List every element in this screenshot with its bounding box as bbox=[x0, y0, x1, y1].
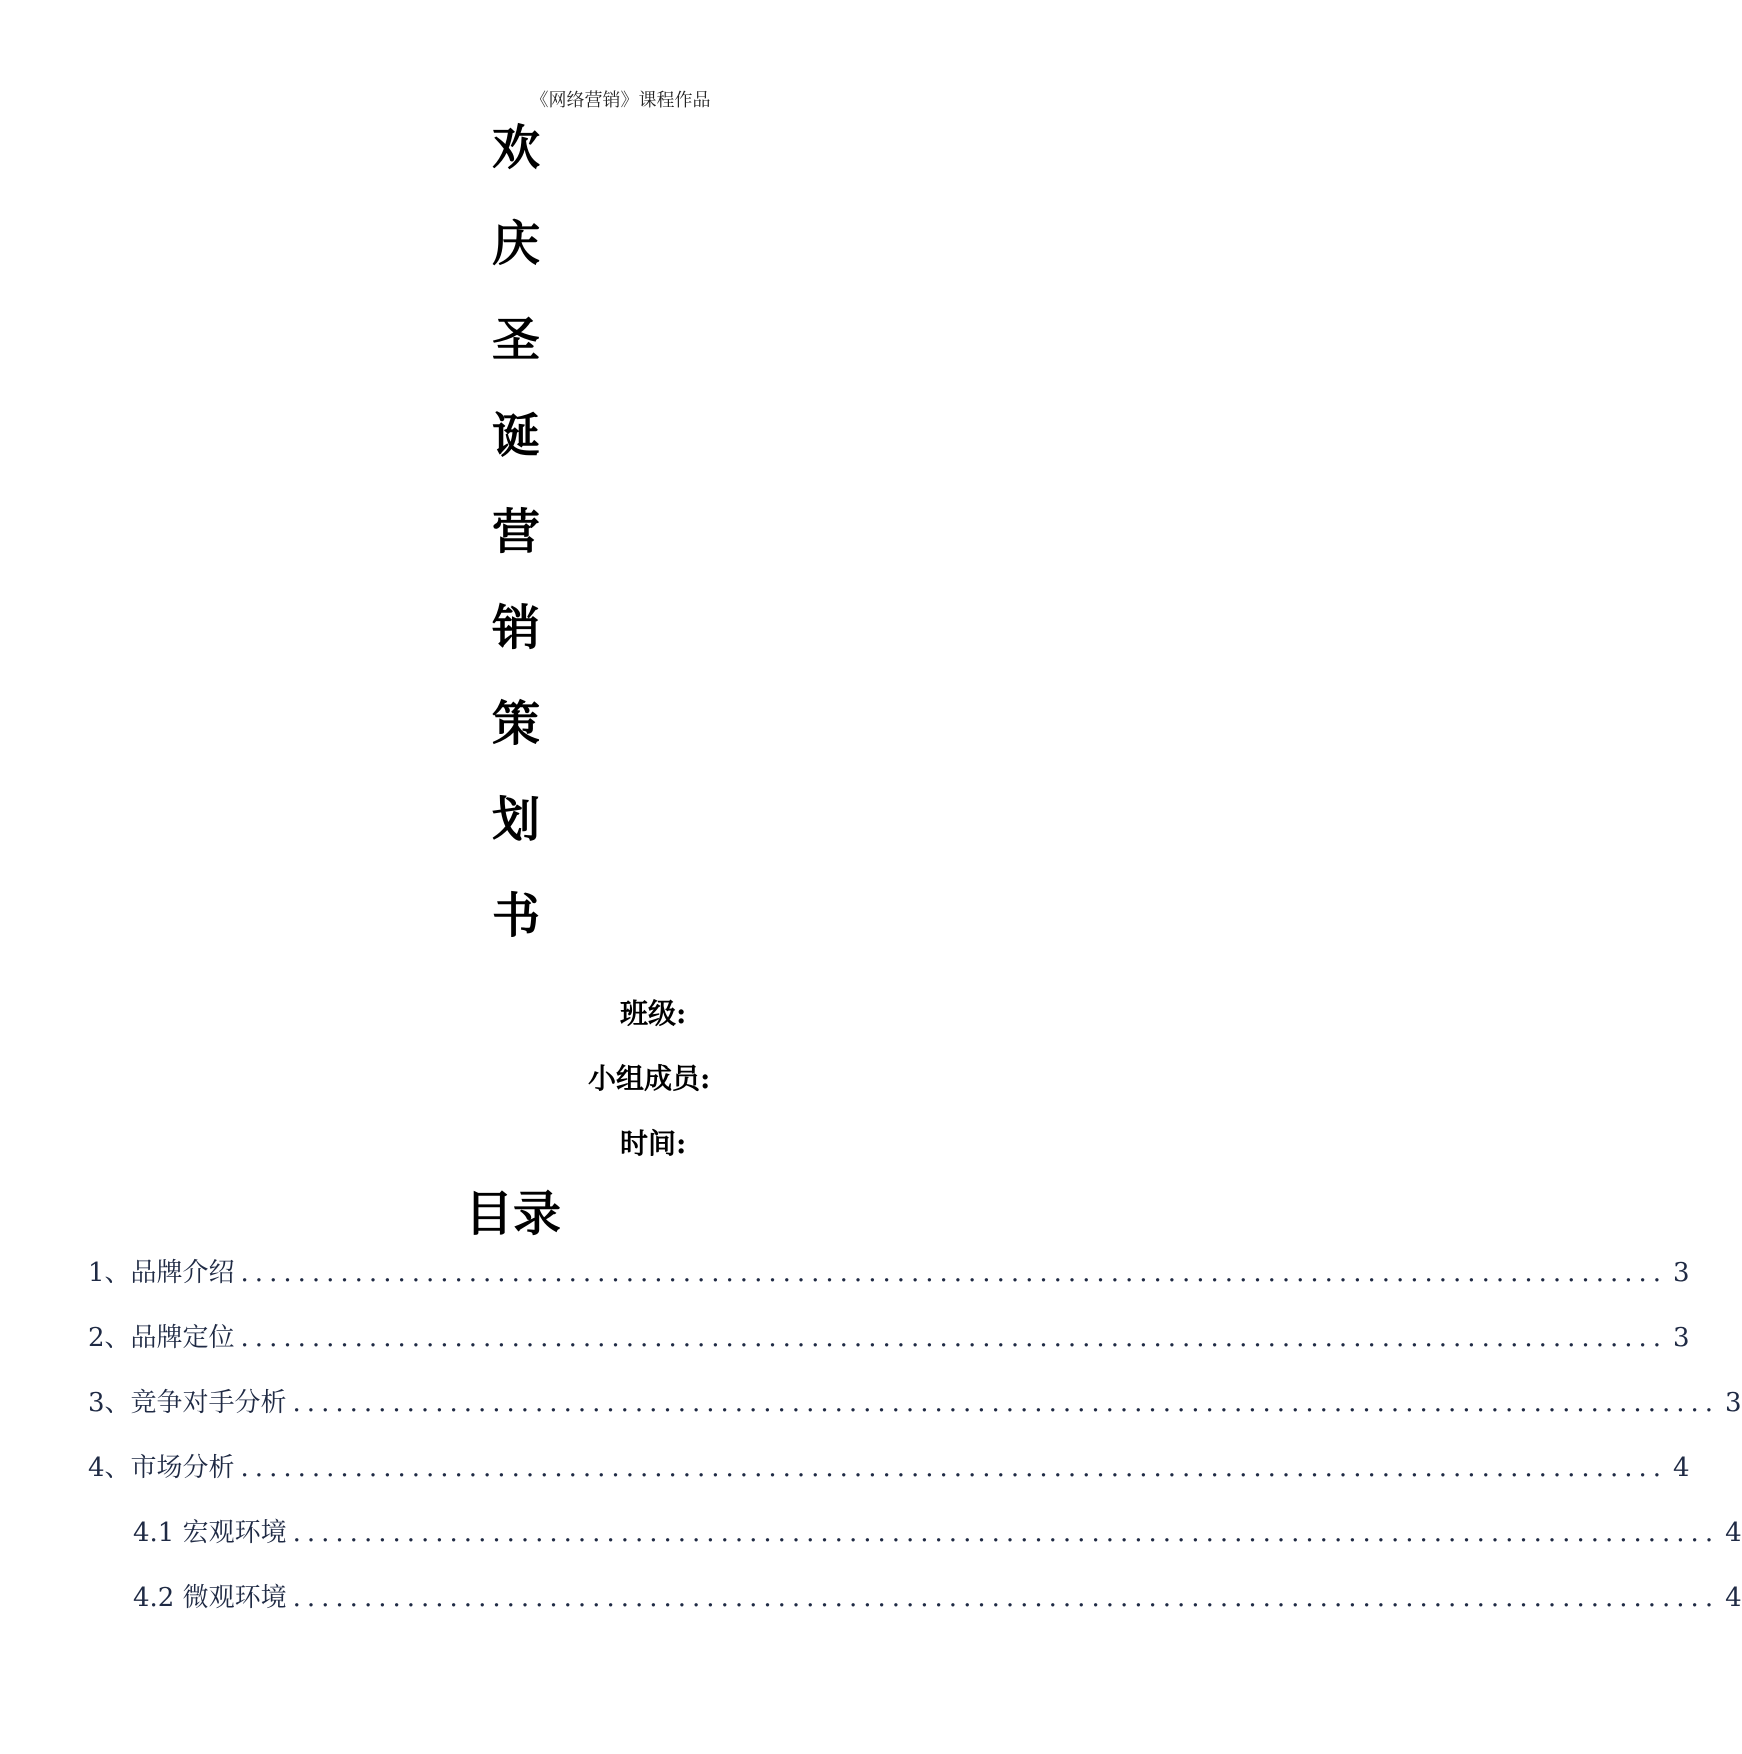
toc-entry-label: 2、品牌定位 bbox=[88, 1323, 235, 1353]
toc-leader: .................................................................................................... bbox=[240, 1258, 1668, 1288]
title-char: 策 bbox=[491, 696, 540, 752]
toc-entry-page: 3 bbox=[1673, 1323, 1690, 1353]
toc-entry-label: 4、市场分析 bbox=[88, 1453, 235, 1483]
title-char: 诞 bbox=[491, 408, 540, 464]
toc-leader: .................................................................................................... bbox=[292, 1583, 1720, 1613]
toc-leader: .................................................................................................... bbox=[292, 1518, 1720, 1548]
time-label: 时间: bbox=[620, 1127, 687, 1160]
page-header: 《网络营销》课程作品 bbox=[530, 90, 711, 111]
title-char: 销 bbox=[491, 600, 540, 656]
toc-subentry[interactable] bbox=[133, 1577, 1742, 1617]
toc-title: 目录 bbox=[464, 1186, 561, 1242]
toc-subentry[interactable] bbox=[133, 1512, 1742, 1552]
title-char: 营 bbox=[491, 504, 540, 560]
title-char: 欢 bbox=[491, 120, 540, 176]
title-char: 划 bbox=[491, 792, 540, 848]
toc-entry[interactable] bbox=[88, 1317, 1690, 1357]
toc-entry-label: 3、竞争对手分析 bbox=[88, 1388, 287, 1418]
toc-entry-page: 3 bbox=[1673, 1258, 1690, 1288]
toc-leader: .................................................................................................... bbox=[292, 1388, 1720, 1418]
toc-entry-page: 4 bbox=[1725, 1518, 1742, 1548]
toc-leader: .................................................................................................... bbox=[240, 1453, 1668, 1483]
toc-entry-page: 4 bbox=[1673, 1453, 1690, 1483]
toc-entry[interactable] bbox=[88, 1447, 1690, 1487]
toc-entry-page: 3 bbox=[1725, 1388, 1742, 1418]
toc-entry-label: 1、品牌介绍 bbox=[88, 1258, 235, 1288]
toc-entry[interactable] bbox=[88, 1252, 1690, 1292]
toc-entry-label: 4.1 宏观环境 bbox=[133, 1518, 287, 1548]
toc-entry-label: 4.2 微观环境 bbox=[133, 1583, 287, 1613]
toc-entry-page: 4 bbox=[1725, 1583, 1742, 1613]
toc-leader: .................................................................................................... bbox=[240, 1323, 1668, 1353]
title-char: 庆 bbox=[491, 216, 540, 272]
members-label: 小组成员: bbox=[588, 1062, 711, 1095]
title-char: 圣 bbox=[491, 312, 540, 368]
class-label: 班级: bbox=[620, 997, 687, 1030]
document-title-vertical bbox=[486, 118, 546, 982]
toc-entry[interactable] bbox=[88, 1382, 1742, 1422]
title-char: 书 bbox=[491, 888, 540, 944]
